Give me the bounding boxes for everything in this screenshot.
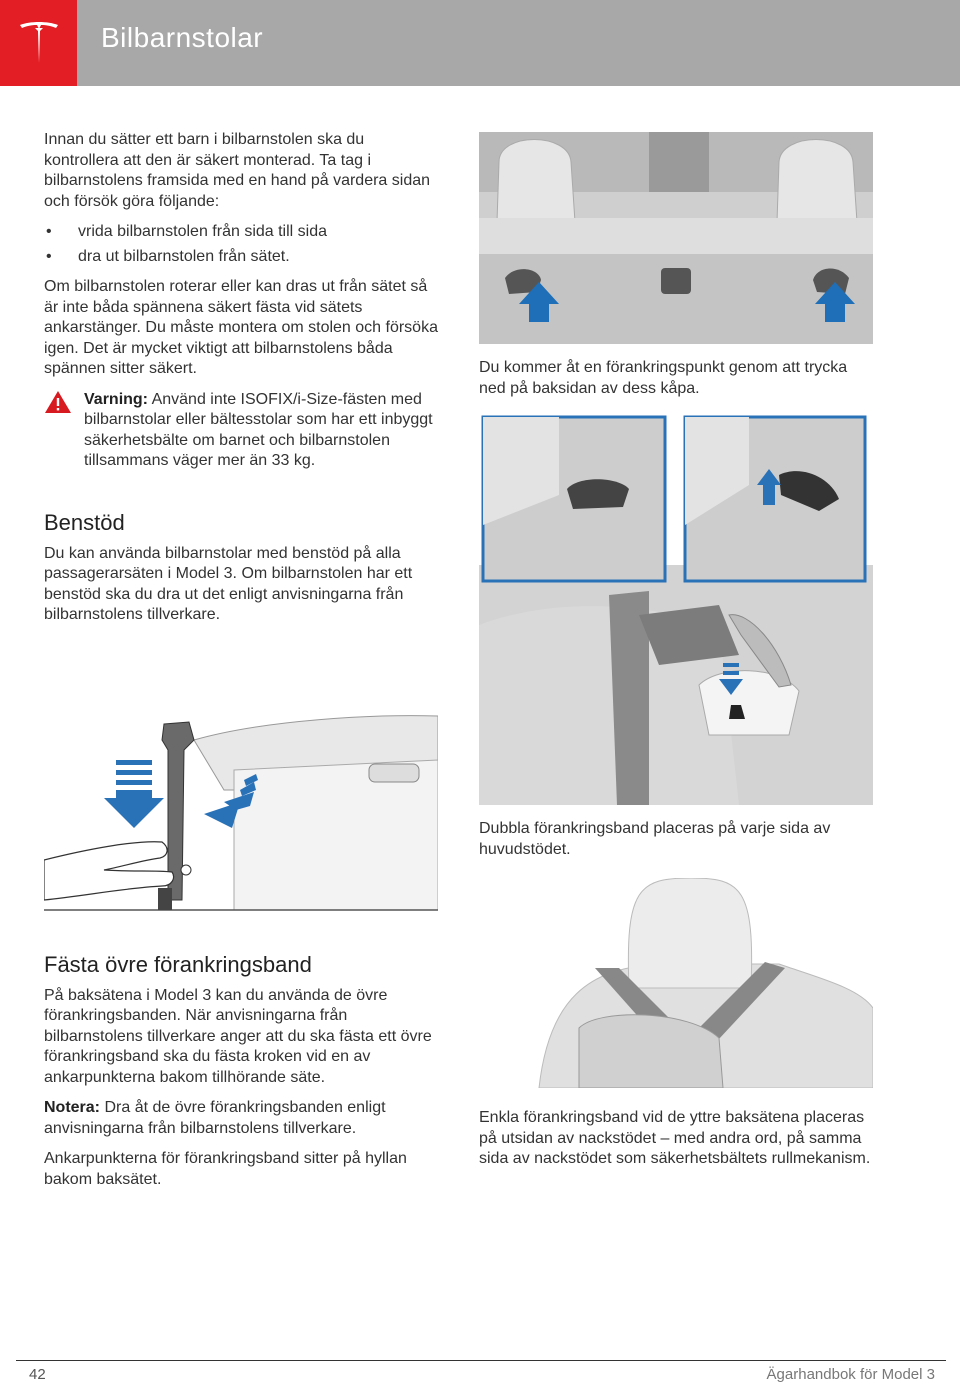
caption-cover: Du kommer åt en förankringspunkt genom att trycka ned på baksidan av dess kåpa. xyxy=(479,359,848,397)
anchor-paragraph: Ankarpunkterna för förankringsband sitter på hyllan bakom baksätet. xyxy=(44,1150,407,1188)
rotate-paragraph: Om bilbarnstolen roterar eller kan dras ut från sätet så är inte båda spännena säkert fästa vid sätets ankarstänger. Du måste montera om stolen och försöka igen. Det är mycket viktigt att bilbarnstolens båda spännen sitter säkert. xyxy=(44,278,438,377)
list-item: • dra ut bilbarnstolen från sätet. xyxy=(46,247,290,265)
section-heading-fasta: Fästa övre förankringsband xyxy=(44,951,312,977)
page-title: Bilbarnstolar xyxy=(101,22,264,53)
footer-title: Ägarhandbok för Model 3 xyxy=(766,1366,935,1383)
list-item-text: vrida bilbarnstolen från sida till sida xyxy=(78,223,328,240)
note-text: Dra åt de övre förankringsbanden enligt anvisningarna från bilbarnstolens tillverkare. xyxy=(44,1099,386,1137)
warning-text: Använd inte ISOFIX/i-Size-fästen med bilbarnstolar eller bältesstolar som har ett inbyggt säkerhetsbälte om barnet och bilbarnstolen tillsammans väger mer än 33 kg. xyxy=(84,390,433,469)
list-item-text: dra ut bilbarnstolen från sätet. xyxy=(78,247,290,265)
left-column xyxy=(44,130,438,1200)
page-header xyxy=(0,0,960,86)
caption-single: Enkla förankringsband vid de yttre baksätena placeras på utsidan av nackstödet – med andra ord, på samma sida av nackstödet som säkerhetsbältets rullmekanism. xyxy=(479,1109,871,1167)
check-list xyxy=(44,222,438,267)
benstod-paragraph: Du kan använda bilbarnstolar med benstöd på alla passagerarsäten i Model 3. Om bilbarnstolen har ett benstöd ska du dra ut det enligt anvisningarna från bilbarnstolens tillverkare. xyxy=(44,544,413,623)
page-number: 42 xyxy=(29,1366,46,1383)
warning-triangle-icon xyxy=(44,390,72,421)
list-item: • vrida bilbarnstolen från sida till sida xyxy=(46,223,328,240)
section-heading-benstod: Benstöd xyxy=(44,509,125,535)
note-block xyxy=(44,1098,438,1139)
load-leg-illustration xyxy=(44,710,438,916)
warning-block xyxy=(44,390,438,472)
fasta-paragraph: På baksätena i Model 3 kan du använda de övre förankringsbanden. När anvisningarna från bilbarnstolens tillverkare anger att du ska fästa ett övre förankringsband ska du fästa kroken vid en av ankarpunkterna bakom tillhörande säte. xyxy=(44,986,432,1086)
note-label: Notera: xyxy=(44,1099,101,1116)
footer-rule xyxy=(16,1360,946,1361)
warning-label: Varning: xyxy=(84,390,149,408)
anchor-detail-image xyxy=(479,415,873,805)
intro-paragraph: Innan du sätter ett barn i bilbarnstolen ska du kontrollera att den är säkert monterad. Ta tag i bilbarnstolens framsida med en hand på vardera sidan och försök göra följande: xyxy=(44,131,431,210)
right-column xyxy=(479,130,873,1180)
headrest-strap-image xyxy=(479,878,873,1088)
rear-seat-anchors-image xyxy=(479,132,873,344)
tesla-logo-icon xyxy=(18,19,60,67)
tesla-logo xyxy=(0,0,77,86)
caption-double: Dubbla förankringsband placeras på varje sida av huvudstödet. xyxy=(479,820,831,858)
